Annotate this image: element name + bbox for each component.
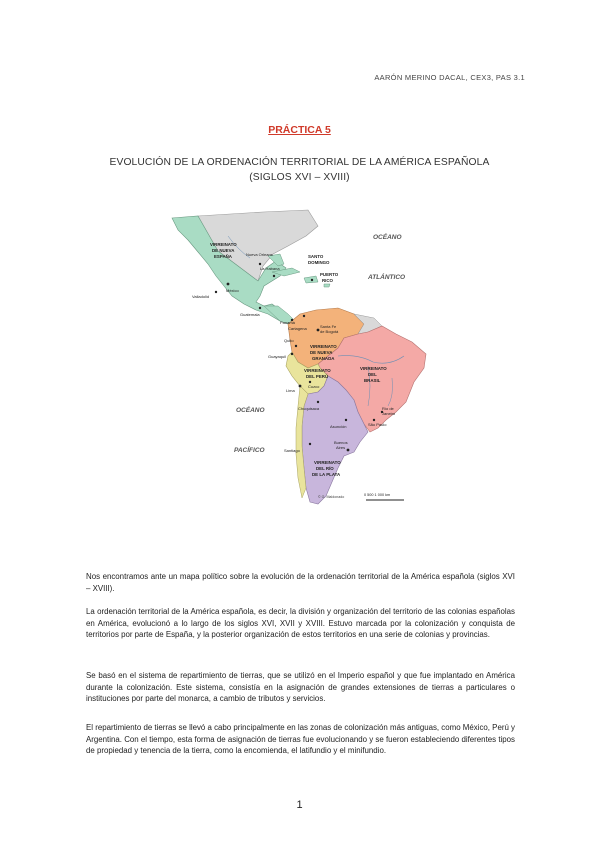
map-label-cartagena: Cartagena: [288, 326, 307, 331]
map-label-rio-2: Janeiro: [382, 411, 396, 416]
document-title-line-1: EVOLUCIÓN DE LA ORDENACIÓN TERRITORIAL DE LA AMÉRICA ESPAÑOLA: [109, 157, 490, 168]
map-label-guatemala: Guatemala: [240, 312, 260, 317]
map-label-ocean-atlantic-2: ATLÁNTICO: [368, 274, 406, 281]
map-scale-label: 0 500 1 000 km: [364, 493, 391, 497]
map-label-puerto-rico-2: RICO: [322, 278, 333, 283]
map-label-nueva-espana-2: DE NUEVA: [212, 248, 235, 253]
map-label-sao-paulo: São Paulo: [368, 422, 387, 427]
map-label-cuzco: Cuzco: [308, 384, 320, 389]
map-label-buenos-aires-1: Buenos: [334, 440, 348, 445]
map-label-lima: Lima: [286, 388, 295, 393]
map-label-guayaquil: Guayaquil: [268, 354, 287, 359]
map-label-plata-3: DE LA PLATA: [312, 472, 341, 477]
map-label-valladolid: Valladolid: [192, 294, 210, 299]
map-label-nueva-granada-2: DE NUEVA: [310, 350, 333, 355]
map-label-nueva-orleans: Nueva Orleans: [246, 252, 273, 257]
map-label-chuquisaca: Chuquisaca: [298, 406, 320, 411]
document-title-line-2: (SIGLOS XVI – XVIII): [249, 172, 350, 183]
document-title: [0, 155, 599, 185]
map-label-nueva-espana-3: ESPAÑA: [214, 254, 232, 259]
map-label-la-habana: La Habana: [260, 266, 280, 271]
map-label-plata-2: DEL RÍO: [316, 466, 334, 471]
paragraph-4: El repartimiento de tierras se llevó a cabo principalmente en las zonas de colonización más antiguas, como México, Perú y Argentina. Con el tiempo, esta forma de asignación de tierras fue evolucionando y se fueron estableciendo diferentes tipos de propiedad y tenencia de la tierra, como la encomienda, el latifundio y el minifundio.: [86, 723, 515, 756]
map-label-plata-1: VIRREINATO: [314, 460, 341, 465]
map-label-ocean-pacific-1: OCÉANO: [236, 407, 265, 414]
map-label-panama: Panamá: [280, 320, 295, 325]
page-header-author: AARÓN MERINO DACAL, CEX3, PAS 3.1: [374, 73, 525, 82]
map-label-nueva-espana-1: VIRREINATO: [210, 242, 237, 247]
map-label-rio-1: Río de: [382, 406, 394, 411]
map-label-quito: Quito: [284, 338, 294, 343]
map-label-santiago: Santiago: [284, 448, 300, 453]
map-label-nueva-granada-1: VIRREINATO: [310, 344, 337, 349]
map-label-santa-fe-1: Santa Fe: [320, 324, 337, 329]
map-label-brasil-3: BRASIL: [364, 378, 381, 383]
paragraph-1: Nos encontramos ante un mapa político sobre la evolución de la ordenación territorial de la América española (siglos XVI – XVIII).: [86, 572, 515, 593]
paragraph-2: La ordenación territorial de la América española, es decir, la división y organización del territorio de las colonias españolas en América, evolucionó a lo largo de los siglos XVI, XVII y XVIII. Estuvo marcada por la colonización y conquista de territorios por parte de España, y la posterior organización de estos territorios en una serie de colonias y provincias.: [86, 607, 515, 640]
page-number: 1: [296, 799, 303, 811]
map-label-santo-domingo-2: DOMINGO: [308, 260, 330, 265]
map-label-santo-domingo-1: SANTO: [308, 254, 324, 259]
map-label-peru-1: VIRREINATO: [304, 368, 331, 373]
map-label-asuncion: Asunción: [330, 424, 347, 429]
political-map-figure: [168, 206, 430, 511]
map-label-santa-fe-2: de Bogotá: [320, 329, 339, 334]
map-label-buenos-aires-2: Aires: [336, 445, 346, 450]
map-label-puerto-rico-1: PUERTO: [320, 272, 339, 277]
map-credit: © G. Maldonado: [318, 495, 345, 499]
map-label-ocean-atlantic-1: OCÉANO: [373, 234, 402, 241]
map-label-ocean-pacific-2: PACÍFICO: [234, 447, 265, 454]
paragraph-3: Se basó en el sistema de repartimiento de tierras, que se utilizó en el Imperio español y que fue implantado en América durante la colonización. Este sistema, consistía en la asignación de grandes extensiones de tierras a particulares o instituciones por parte del monarca, a cambio de tributos y servicios.: [86, 671, 515, 704]
map-label-brasil-1: VIRREINATO: [360, 366, 387, 371]
map-label-brasil-2: DEL: [368, 372, 377, 377]
map-label-mexico: México: [226, 288, 239, 293]
practice-title: PRÁCTICA 5: [268, 124, 331, 136]
map-label-peru-2: DEL PERÚ: [306, 374, 329, 379]
map-label-nueva-granada-3: GRANADA: [312, 356, 335, 361]
